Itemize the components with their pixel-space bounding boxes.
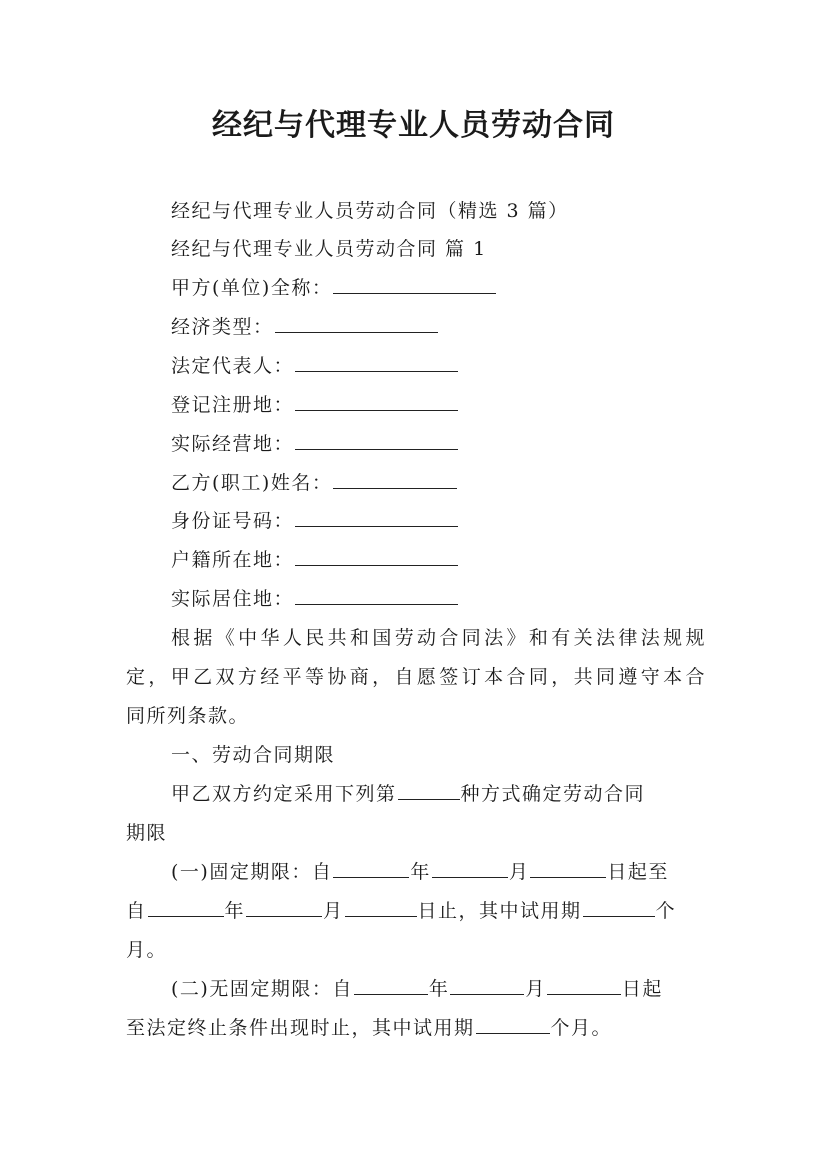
- fill-in-blank: [432, 853, 508, 878]
- section-heading: 经纪与代理专业人员劳动合同 篇 1: [171, 238, 487, 260]
- clause-text: 个: [655, 900, 677, 922]
- preamble-line: 同所列条款。: [126, 705, 250, 727]
- fill-in-blank: [547, 970, 621, 995]
- field-party-a-name: [171, 269, 706, 307]
- field-legal-representative: [171, 347, 706, 385]
- field-party-b-name: [171, 464, 706, 502]
- field-label: 法定代表人：: [171, 355, 295, 377]
- fill-in-blank: [246, 892, 322, 917]
- field-business-address: [171, 425, 706, 463]
- clause-text: 年: [428, 978, 450, 1000]
- fill-in-blank: [295, 425, 458, 450]
- clause-intro-line: [171, 775, 706, 813]
- fixed-term-line: [126, 892, 706, 930]
- fill-in-blank: [295, 347, 458, 372]
- clause-text: 自: [126, 900, 147, 922]
- fill-in-blank: [295, 541, 458, 566]
- field-economic-type: [171, 308, 706, 346]
- subtitle-line: 经纪与代理专业人员劳动合同（精选 3 篇）: [171, 200, 569, 222]
- field-label: 经济类型：: [171, 316, 274, 338]
- clause-text: 年: [224, 900, 246, 922]
- clause-text: (二)无固定期限：自: [171, 978, 353, 1000]
- fill-in-blank: [398, 775, 460, 800]
- field-id-number: [171, 502, 706, 540]
- field-household-register: [171, 541, 706, 579]
- clause-text: 个月。: [550, 1017, 613, 1039]
- field-label: 实际居住地：: [171, 588, 295, 610]
- field-registered-address: [171, 386, 706, 424]
- fill-in-blank: [275, 308, 438, 333]
- clause-text: 种方式确定劳动合同: [460, 783, 646, 805]
- fill-in-blank: [333, 853, 409, 878]
- fixed-term-line: 月。: [126, 939, 168, 961]
- fill-in-blank: [345, 892, 417, 917]
- open-term-line: [126, 1009, 706, 1047]
- clause-text: (一)固定期限：自: [171, 861, 333, 883]
- field-label: 户籍所在地：: [171, 549, 295, 571]
- clause-text: 月: [323, 900, 344, 922]
- fill-in-blank: [450, 970, 524, 995]
- field-residence: [171, 580, 706, 618]
- field-label: 乙方(职工)姓名：: [171, 472, 333, 494]
- fill-in-blank: [295, 502, 458, 527]
- document-title: 经纪与代理专业人员劳动合同: [212, 108, 615, 143]
- fill-in-blank: [295, 580, 458, 605]
- clause-text: 日起至: [607, 861, 669, 883]
- preamble-line: 根据《中华人民共和国劳动合同法》和有关法律法规规: [171, 627, 706, 649]
- clause-text: 日止，其中试用期: [417, 900, 582, 922]
- clause-text: 月: [508, 861, 530, 883]
- fill-in-blank: [530, 853, 606, 878]
- clause-text: 甲乙双方约定采用下列第: [171, 783, 397, 805]
- clause-text: 年: [410, 861, 431, 883]
- open-term-line: [171, 970, 706, 1008]
- fill-in-blank: [333, 464, 457, 489]
- fill-in-blank: [476, 1009, 550, 1034]
- clause-text: 至法定终止条件出现时止，其中试用期: [126, 1017, 475, 1039]
- clause-heading: 一、劳动合同期限: [171, 744, 336, 766]
- fixed-term-line: [171, 853, 706, 891]
- field-label: 甲方(单位)全称：: [171, 277, 333, 299]
- fill-in-blank: [148, 892, 224, 917]
- fill-in-blank: [354, 970, 428, 995]
- clause-text: 日起: [621, 978, 663, 1000]
- fill-in-blank: [333, 269, 496, 294]
- fill-in-blank: [295, 386, 458, 411]
- field-label: 登记注册地：: [171, 394, 295, 416]
- fill-in-blank: [583, 892, 655, 917]
- field-label: 实际经营地：: [171, 433, 295, 455]
- clause-intro-line: 期限: [126, 822, 168, 844]
- field-label: 身份证号码：: [171, 510, 295, 532]
- clause-text: 月: [525, 978, 546, 1000]
- preamble-line: 定，甲乙双方经平等协商，自愿签订本合同，共同遵守本合: [126, 666, 706, 688]
